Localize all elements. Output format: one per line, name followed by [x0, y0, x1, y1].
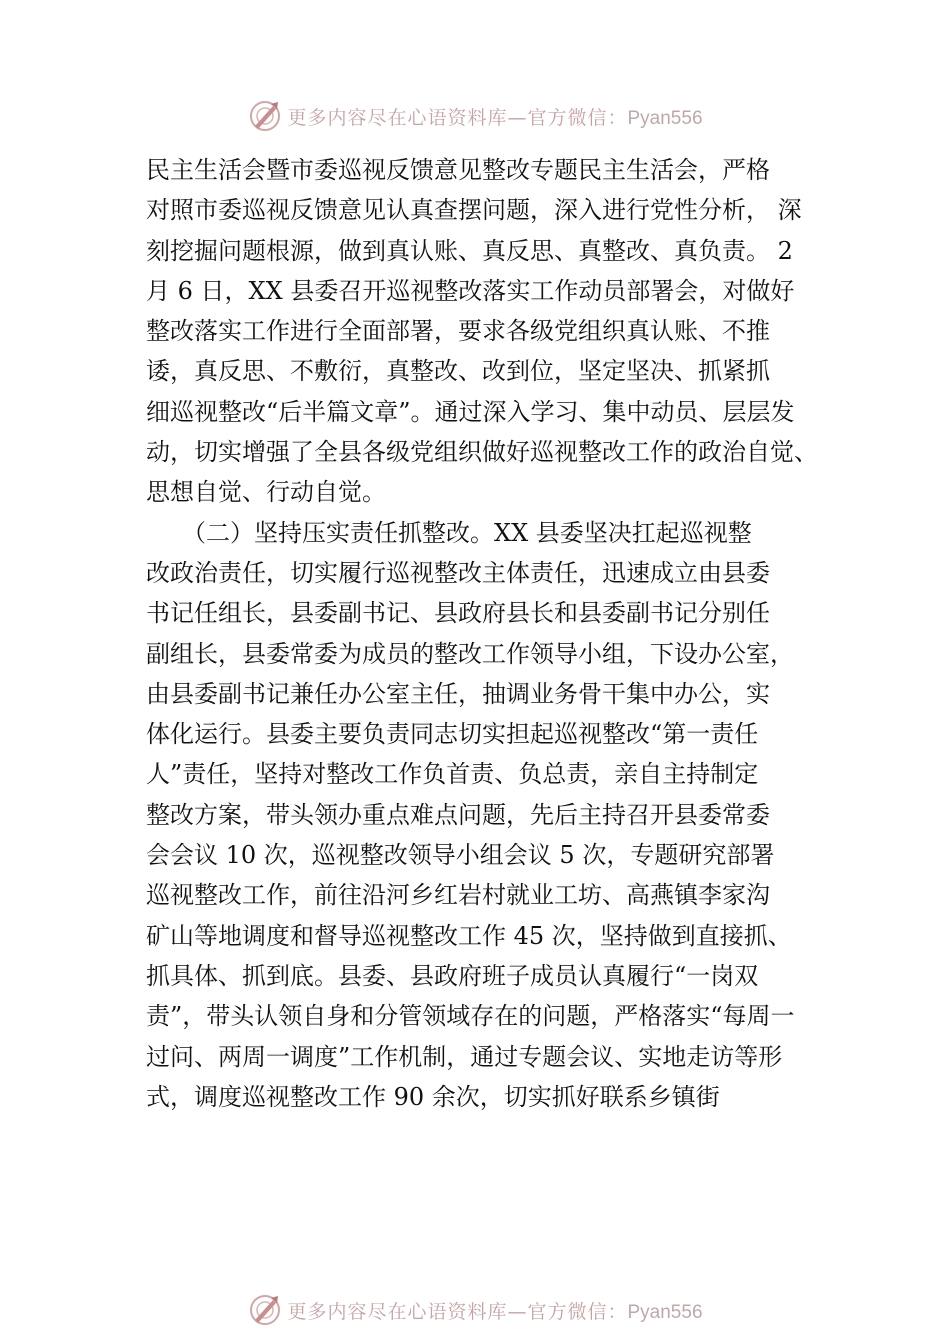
- body-line: 刻挖掘问题根源，做到真认账、真反思、真整改、真负责。 2: [146, 236, 793, 265]
- body-line: 矿山等地调度和督导巡视整改工作 45 次，坚持做到直接抓、: [146, 921, 792, 950]
- document-body: [146, 150, 826, 1117]
- body-line: 人”责任，坚持对整改工作负首责、负总责，亲自主持制定: [146, 760, 759, 789]
- body-line: 民主生活会暨市委巡视反馈意见整改专题民主生活会，严格: [146, 156, 770, 184]
- body-line: 细巡视整改“后半篇文章”。通过深入学习、集中动员、层层发: [146, 397, 795, 426]
- header-wechat-id: Pyan556: [627, 107, 703, 129]
- footer-wechat-id: Pyan556: [627, 1301, 703, 1323]
- body-line: 思想自觉、行动自觉。: [146, 478, 386, 507]
- body-line: 过问、两周一调度”工作机制，通过专题会议、实地走访等形: [146, 1042, 783, 1071]
- header-separator: —: [507, 106, 528, 129]
- body-line: 整改落实工作进行全面部署，要求各级党组织真认账、不推: [146, 317, 770, 346]
- footer-watermark: [0, 1290, 950, 1330]
- brand-logo-icon: [247, 1292, 283, 1328]
- footer-brand-text: 更多内容尽在心语资料库: [287, 1300, 508, 1323]
- body-line: 改政治责任，切实履行巡视整改主体责任，迅速成立由县委: [146, 558, 770, 587]
- header-brand-text: 更多内容尽在心语资料库: [287, 106, 508, 129]
- body-line: 副组长，县委常委为成员的整改工作领导小组，下设办公室，: [146, 639, 794, 668]
- footer-separator: —: [507, 1300, 528, 1323]
- footer-wechat-label: 官方微信：: [527, 1300, 628, 1323]
- body-line: 巡视整改工作，前往沿河乡红岩村就业工坊、高燕镇李家沟: [146, 881, 770, 910]
- body-line: 整改方案，带头领办重点难点问题，先后主持召开县委常委: [146, 800, 770, 829]
- body-line: 式，调度巡视整改工作 90 余次，切实抓好联系乡镇街: [146, 1082, 720, 1111]
- body-line: 抓具体、抓到底。县委、县政府班子成员认真履行“一岗双: [146, 961, 759, 990]
- body-line: 会会议 10 次，巡视整改领导小组会议 5 次，专题研究部署: [146, 841, 775, 870]
- body-line: 对照市委巡视反馈意见认真查摆问题，深入进行党性分析， 深: [146, 196, 802, 225]
- body-line: 动，切实增强了全县各级党组织做好巡视整改工作的政治自觉、: [146, 438, 818, 467]
- body-line: 体化运行。县委主要负责同志切实担起巡视整改“第一责任: [146, 720, 759, 749]
- header-wechat-label: 官方微信：: [527, 106, 628, 129]
- body-line: 诿，真反思、不敷衍，真整改、改到位，坚定坚决、抓紧抓: [146, 357, 770, 386]
- brand-logo-icon: [247, 98, 283, 134]
- body-line: 书记任组长，县委副书记、县政府县长和县委副书记分别任: [146, 599, 770, 628]
- body-line: 由县委副书记兼任办公室主任，抽调业务骨干集中办公，实: [146, 679, 770, 708]
- body-line: 月 6 日，XX 县委召开巡视整改落实工作动员部署会，对做好: [146, 276, 795, 305]
- body-line: 责”，带头认领自身和分管领域存在的问题，严格落实“每周一: [146, 1002, 795, 1031]
- section-heading-line: （二）坚持压实责任抓整改。XX 县委坚决扛起巡视整: [146, 518, 752, 547]
- header-watermark: [0, 96, 950, 136]
